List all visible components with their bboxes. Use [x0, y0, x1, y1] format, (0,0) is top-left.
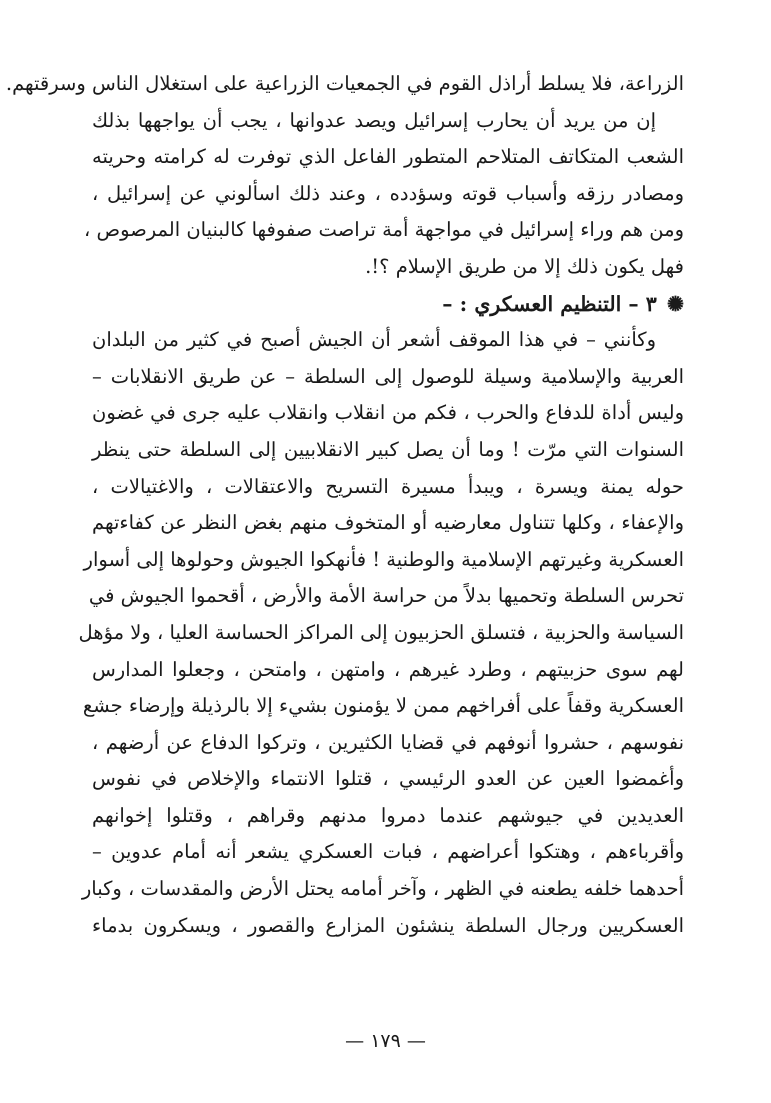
text-line: العسكرية وقفاً على أفراخهم ممن لا يؤمنون بشيء إلا بالرذيلة وإرضاء جشع: [82, 694, 684, 718]
text-line: نفوسهم ، حشروا أنوفهم في قضايا الكثيرين ، وتركوا الدفاع عن أرضهم ،: [92, 730, 684, 754]
text-line: تحرس السلطة وتحميها بدلاً من حراسة الأمة والأرض ، أقحموا الجيوش في: [88, 584, 684, 608]
text-line: وليس أداة للدفاع والحرب ، فكم من انقلاب وانقلاب عليه جرى في غضون: [92, 401, 684, 425]
text-line: وأقرباءهم ، وهتكوا أعراضهم ، فبات العسكري يشعر أنه أمام عدوين –: [92, 840, 684, 864]
section-heading-text: ٣ – التنظيم العسكري : –: [442, 291, 657, 316]
paragraph: [5, 66, 684, 103]
text-line: العربية والإسلامية وسيلة للوصول إلى السلطة – عن طريق الانقلابات –: [92, 364, 684, 388]
text-line: حوله يمنة ويسرة ، ويبدأ مسيرة التسريح والاعتقالات ، والاغتيالات ،: [92, 474, 684, 498]
text-line: وأغمضوا العين عن العدو الرئيسي ، قتلوا الانتماء والإخلاص في نفوس: [92, 767, 684, 791]
text-line: العسكرية وغيرتهم الإسلامية والوطنية ! فأنهكوا الجيوش وحولوها إلى أسوار: [83, 547, 684, 571]
page-number: — ١٧٩ —: [345, 1030, 426, 1052]
text-line: العديدين في جيوشهم عندما دمروا مدنهم وقراهم ، وقتلوا إخوانهم: [92, 803, 684, 827]
text-line: أحدهما خلفه يطعنه في الظهر ، وآخر أمامه يحتل الأرض والمقدسات ، وكبار: [81, 877, 684, 901]
text-line: فهل يكون ذلك إلا من طريق الإسلام ؟!.: [365, 254, 684, 278]
text-line: الزراعة، فلا يسلط أراذل القوم في الجمعيات الزراعية على استغلال الناس وسرقتهم.: [5, 72, 684, 95]
text-line: العسكريين ورجال السلطة ينشئون المزارع والقصور ، ويسكرون بدماء: [92, 913, 684, 937]
text-line: ومن هم وراء إسرائيل في مواجهة أمة تراصت صفوفها كالبنيان المرصوص ،: [84, 218, 684, 242]
text-line: إن من يريد أن يحارب إسرائيل ويصد عدوانها ، يجب أن يواجهها بذلك: [92, 108, 656, 132]
text-line: الشعب المتكاتف المتلاحم المتطور الفاعل الذي توفرت له كرامته وحريته: [92, 145, 685, 169]
text-line: والإعفاء ، وكلها تتناول معارضيه أو المتخوف منهم بغض النظر عن كفاءتهم: [92, 511, 684, 535]
text-line: ومصادر رزقه وأسباب قوته وسؤدده ، وعند ذلك اسألوني عن إسرائيل ،: [92, 181, 684, 205]
star-icon: ✺: [666, 291, 684, 316]
paragraph: [78, 322, 684, 944]
text-line: السنوات التي مرّت ! وما أن يصل كبير الانقلابيين إلى السلطة حتى ينظر: [92, 437, 684, 461]
paragraph: [84, 103, 685, 286]
page-body: [5, 66, 685, 944]
text-line: السياسة والحزبية ، فتسلق الحزبيون إلى المراكز الحساسة العليا ، ولا مؤهل: [78, 620, 684, 644]
text-line: لهم سوى حزبيتهم ، وطرد غيرهم ، وامتهن ، وامتحن ، وجعلوا المدارس: [92, 657, 684, 681]
section-heading: [92, 286, 684, 323]
text-line: وكأنني – في هذا الموقف أشعر أن الجيش أصبح في كثير من البلدان: [92, 328, 656, 352]
